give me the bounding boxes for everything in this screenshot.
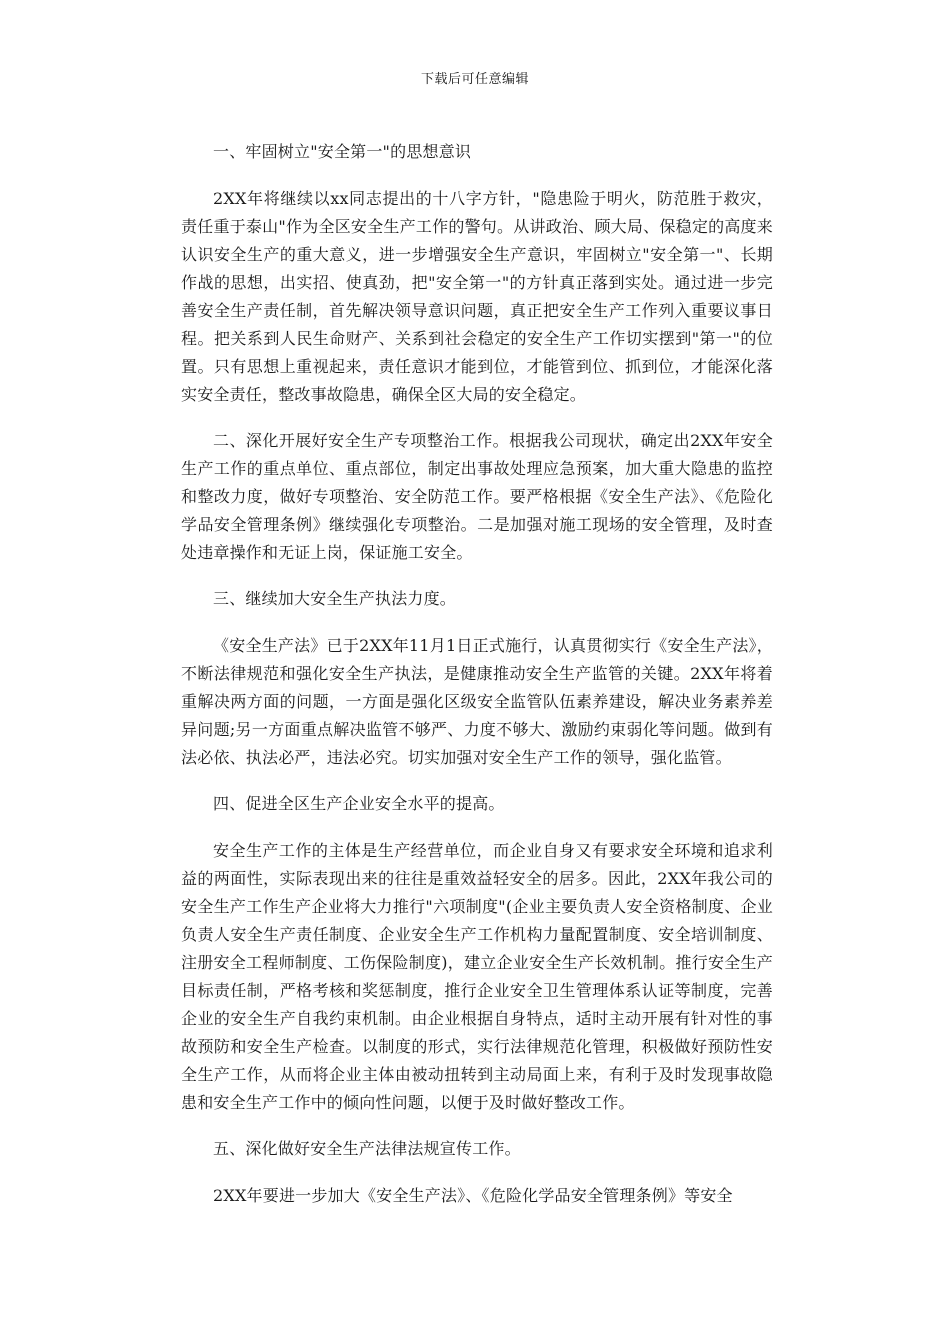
section-paragraph-5: 2XX年要进一步加大《安全生产法》、《危险化学品安全管理条例》等安全 — [213, 1186, 733, 1205]
section-heading-3: 三、继续加大安全生产执法力度。 — [213, 589, 457, 608]
section-paragraph-3: 《安全生产法》已于2XX年11月1日正式施行，认真贯彻实行《安全生产法》，不断法律规范和强化安全生产执法，是健康推动安全生产监管的关键。2XX年将着重解决两方面的问题，一方面是强化区级安全监管队伍素养建设，解决业务素养差异问题;另一方面重点解决监管不够严、力度不够大、激励约束弱化等问题。做到有法必依、执法必严，违法必究。切实加强对安全生产工作的领导，强化监管。 — [181, 636, 773, 767]
section-paragraph-1: 2XX年将继续以xx同志提出的十八字方针，"隐患险于明火，防范胜于救灾，责任重于泰山"作为全区安全生产工作的警句。从讲政治、顾大局、保稳定的高度来认识安全生产的重大意义，进一步增强安全生产意识，牢固树立"安全第一"、长期作战的思想，出实招、使真劲，把"安全第一"的方针真正落到实处。通过进一步完善安全生产责任制，首先解决领导意识问题，真正把安全生产工作列入重要议事日程。把关系到人民生命财产、关系到社会稳定的安全生产工作切实摆到"第一"的位置。只有思想上重视起来，责任意识才能到位，才能管到位、抓到位，才能深化落实安全责任，整改事故隐患，确保全区大局的安全稳定。 — [181, 189, 773, 404]
section-heading-1: 一、牢固树立"安全第一"的思想意识 — [213, 142, 472, 161]
section-heading-4: 四、促进全区生产企业安全水平的提高。 — [213, 794, 505, 813]
section-heading-5: 五、深化做好安全生产法律法规宣传工作。 — [213, 1139, 521, 1158]
document-body — [181, 138, 773, 1228]
page-header-note: 下载后可任意编辑 — [420, 72, 529, 87]
section-paragraph-2: 二、深化开展好安全生产专项整治工作。根据我公司现状，确定出2XX年安全生产工作的重点单位、重点部位，制定出事故处理应急预案，加大重大隐患的监控和整改力度，做好专项整治、安全防范工作。要严格根据《安全生产法》、《危险化学品安全管理条例》继续强化专项整治。二是加强对施工现场的安全管理，及时查处违章操作和无证上岗，保证施工安全。 — [181, 431, 773, 562]
section-paragraph-4: 安全生产工作的主体是生产经营单位，而企业自身又有要求安全环境和追求利益的两面性，实际表现出来的往往是重效益轻安全的居多。因此，2XX年我公司的安全生产工作生产企业将大力推行"六项制度"(企业主要负责人安全资格制度、企业负责人安全生产责任制度、企业安全生产工作机构力量配置制度、安全培训制度、注册安全工程师制度、工伤保险制度)，建立企业安全生产长效机制。推行安全生产目标责任制，严格考核和奖惩制度，推行企业安全卫生管理体系认证等制度，完善企业的安全生产自我约束机制。由企业根据自身特点，适时主动开展有针对性的事故预防和安全生产检查。以制度的形式，实行法律规范化管理，积极做好预防性安全生产工作，从而将企业主体由被动扭转到主动局面上来，有利于及时发现事故隐患和安全生产工作中的倾向性问题，以便于及时做好整改工作。 — [181, 841, 773, 1112]
